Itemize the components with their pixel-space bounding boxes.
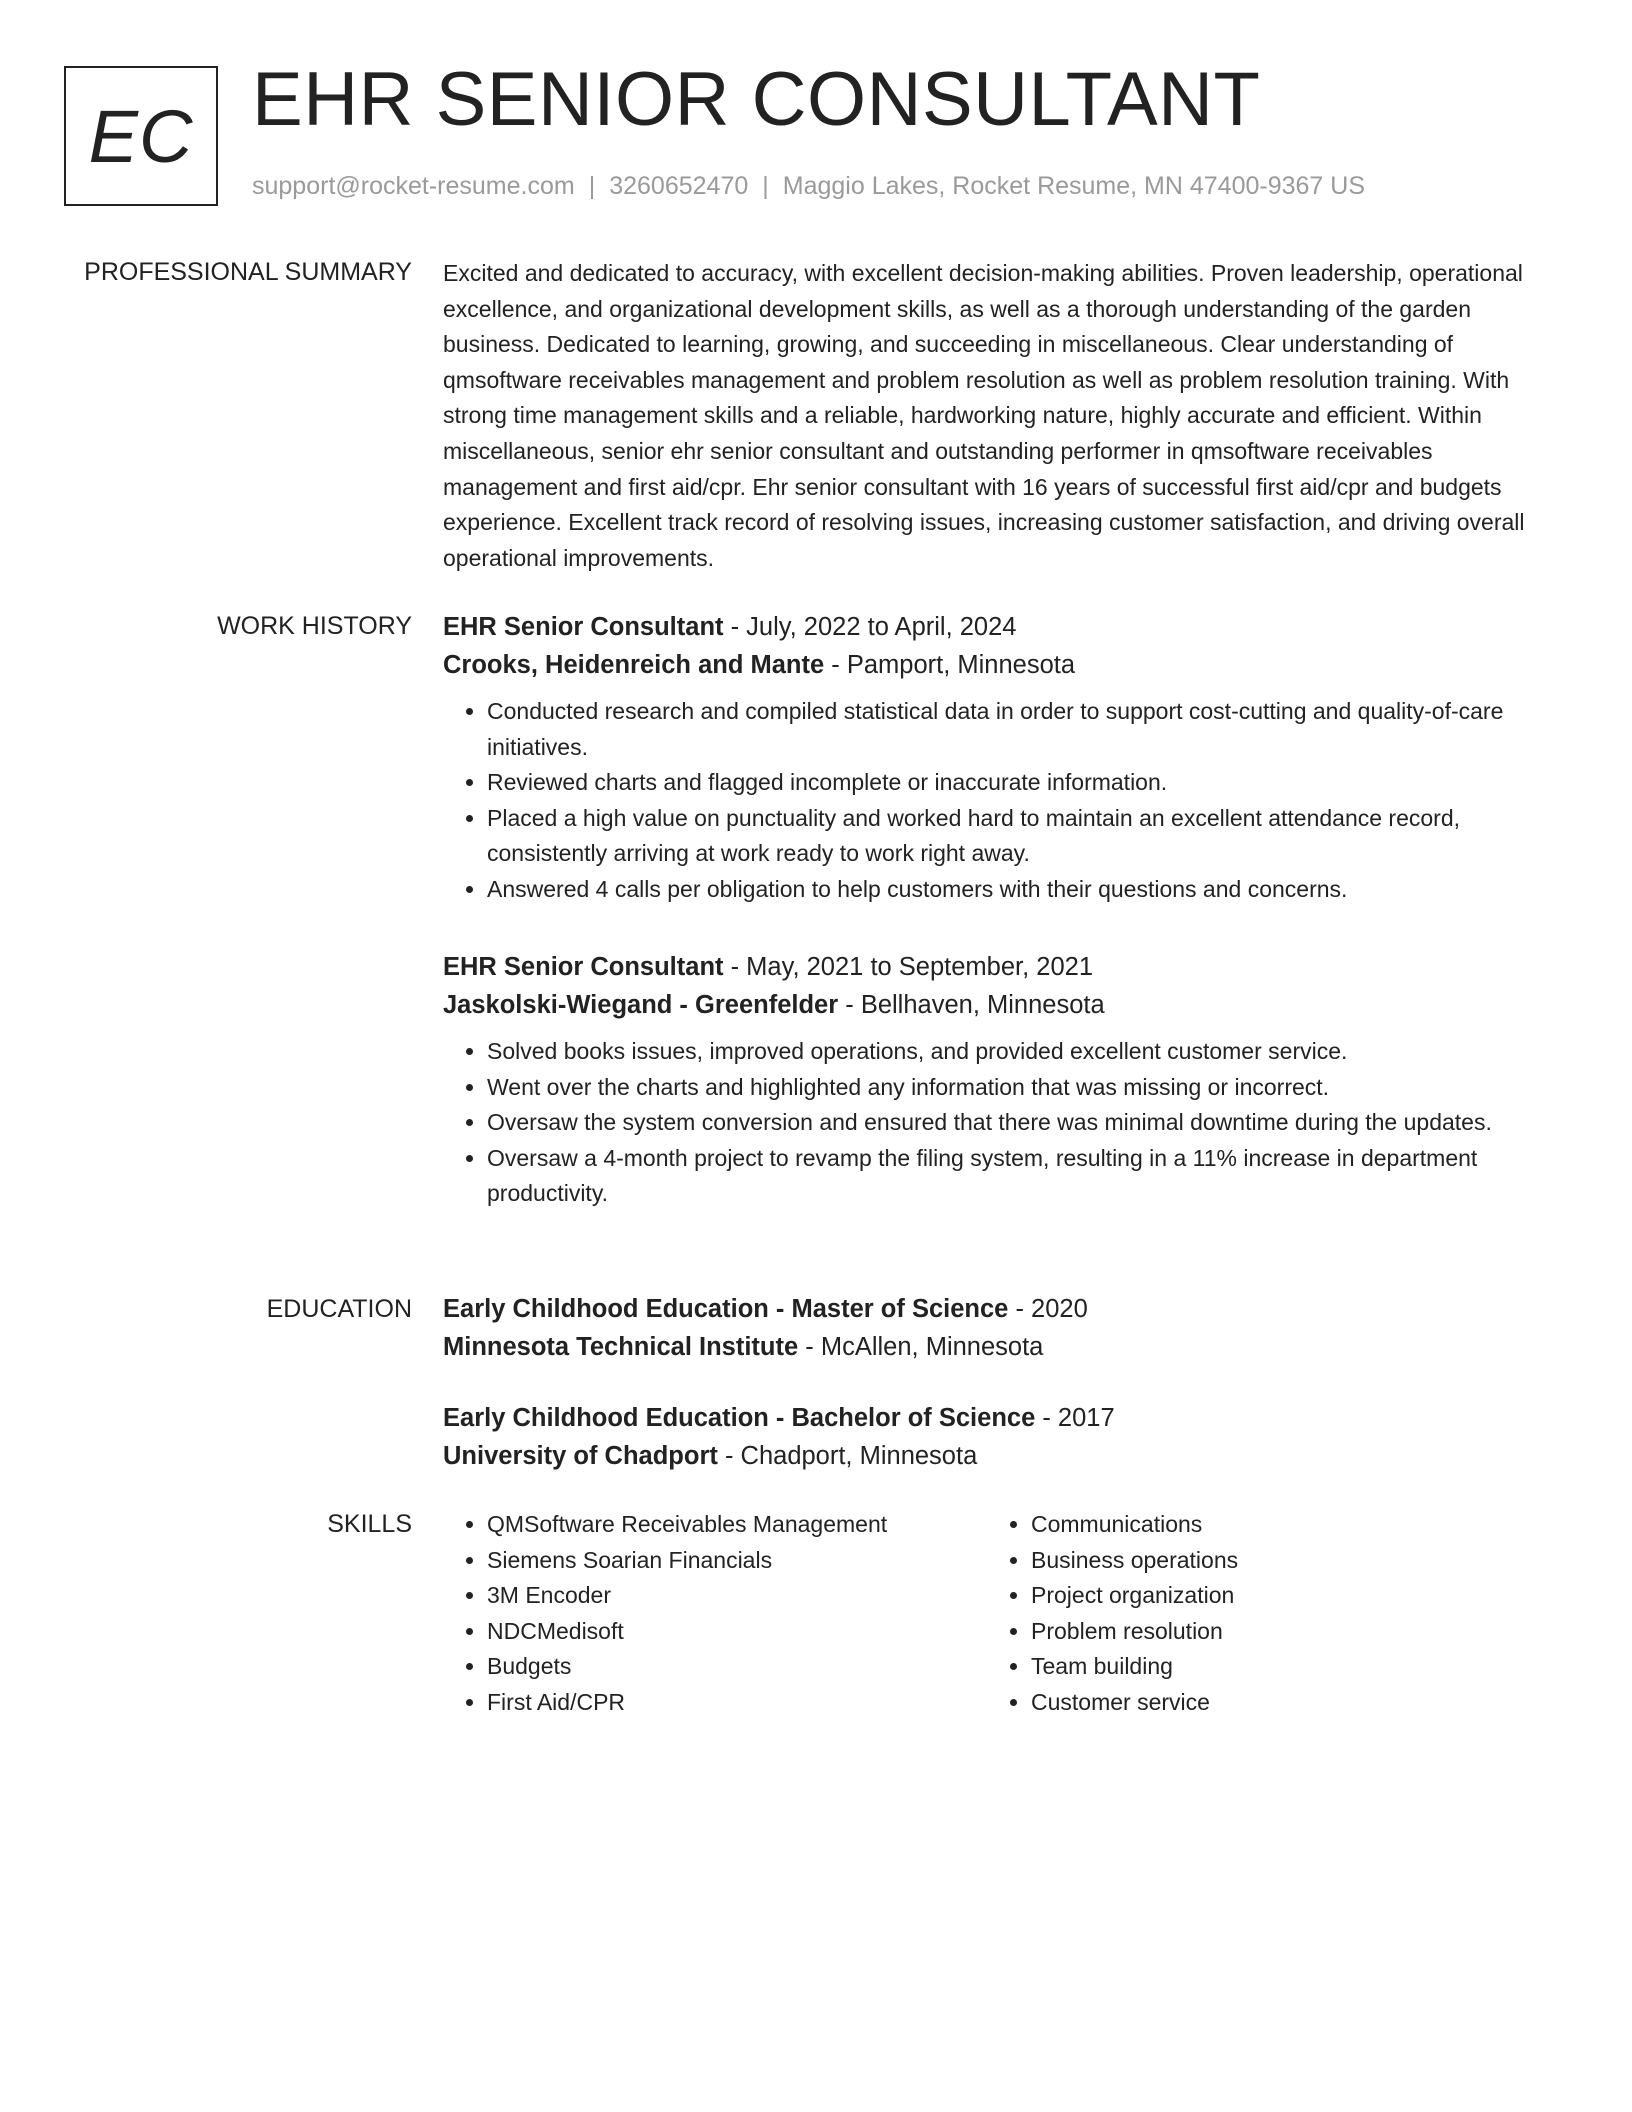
contact-separator: |: [762, 172, 769, 200]
job-bullets: [443, 1034, 1553, 1212]
skills-section: [443, 1507, 1553, 1721]
skill-item: • QMSoftware Receivables Management: [487, 1507, 987, 1543]
skill-item: • 3M Encoder: [487, 1578, 987, 1614]
job-title-line: [443, 608, 1553, 646]
job-bullet: • Went over the charts and highlighted any information that was missing or incorrect.: [487, 1070, 1553, 1106]
job-dates: - July, 2022 to April, 2024: [723, 613, 1017, 641]
school: Minnesota Technical Institute: [443, 1333, 799, 1361]
monogram-box: EC: [64, 66, 218, 206]
summary-text: Excited and dedicated to accuracy, with excellent decision-making abilities. Proven leadership, operational excellence, and organizational development skills, as well as a thorough understanding of the garden business. Dedicated to learning, growing, and succeeding in miscellaneous. Clear understanding of qmsoftware receivables management and problem resolution as well as problem resolution training. With strong time management skills and a reliable, hardworking nature, highly accurate and efficient. Within miscellaneous, senior ehr senior consultant and outstanding performer in qmsoftware receivables management and first aid/cpr. Ehr senior consultant with 16 years of successful first aid/cpr and budgets experience. Excellent track record of resolving issues, increasing customer satisfaction, and driving overall operational improvements.: [443, 260, 1525, 571]
degree-year: - 2020: [1008, 1295, 1088, 1323]
job-bullets: [443, 694, 1553, 908]
contact-email: support@rocket-resume.com: [252, 172, 575, 200]
degree-year: - 2017: [1035, 1404, 1115, 1432]
job-company-line: [443, 986, 1553, 1024]
job-bullet: • Solved books issues, improved operations, and provided excellent customer service.: [487, 1034, 1553, 1070]
section-label-skills: SKILLS: [327, 1510, 412, 1538]
resume-title: EHR SENIOR CONSULTANT: [252, 57, 1261, 142]
school-location: - McAllen, Minnesota: [798, 1333, 1044, 1361]
job-company: Jaskolski-Wiegand - Greenfelder: [443, 991, 839, 1019]
section-label-summary: PROFESSIONAL SUMMARY: [84, 258, 412, 286]
job-bullet: • Reviewed charts and flagged incomplete or inaccurate information.: [487, 765, 1553, 801]
skill-item: • Communications: [1031, 1507, 1531, 1543]
job-dates: - May, 2021 to September, 2021: [723, 953, 1094, 981]
contact-line: [252, 172, 1365, 201]
school-location: - Chadport, Minnesota: [717, 1442, 978, 1470]
job-bullet: • Oversaw a 4-month project to revamp the filing system, resulting in a 11% increase in department productivity.: [487, 1141, 1553, 1212]
education-entry: [443, 1290, 1553, 1366]
job-location: - Pamport, Minnesota: [824, 651, 1076, 679]
skill-item: • Problem resolution: [1031, 1614, 1531, 1650]
skill-item: • Customer service: [1031, 1685, 1531, 1721]
skill-item: • Team building: [1031, 1649, 1531, 1685]
job-title-line: [443, 948, 1553, 986]
job-title: EHR Senior Consultant: [443, 613, 724, 641]
section-label-education: EDUCATION: [266, 1295, 412, 1323]
job-entry: [443, 948, 1553, 1212]
degree-line: [443, 1399, 1553, 1437]
job-bullet: • Oversaw the system conversion and ensured that there was minimal downtime during the updates.: [487, 1105, 1553, 1141]
skill-item: • Budgets: [487, 1649, 987, 1685]
skill-item: • Project organization: [1031, 1578, 1531, 1614]
job-title: EHR Senior Consultant: [443, 953, 724, 981]
job-entry: [443, 608, 1553, 908]
summary-section: [443, 256, 1553, 576]
job-bullet: • Placed a high value on punctuality and worked hard to maintain an excellent attendance record, consistently arriving at work ready to work right away.: [487, 801, 1553, 872]
skill-item: • Business operations: [1031, 1543, 1531, 1579]
job-company-line: [443, 646, 1553, 684]
degree: Early Childhood Education - Bachelor of Science: [443, 1404, 1036, 1432]
skill-item: • NDCMedisoft: [487, 1614, 987, 1650]
degree: Early Childhood Education - Master of Science: [443, 1295, 1009, 1323]
education-entry: [443, 1399, 1553, 1475]
skills-list-left: [443, 1507, 987, 1721]
contact-separator: |: [588, 172, 596, 200]
degree-line: [443, 1290, 1553, 1328]
job-location: - Bellhaven, Minnesota: [838, 991, 1105, 1019]
skill-item: • First Aid/CPR: [487, 1685, 987, 1721]
skills-list-right: [987, 1507, 1531, 1721]
job-company: Crooks, Heidenreich and Mante: [443, 651, 825, 679]
school-line: [443, 1328, 1553, 1366]
contact-address: Maggio Lakes, Rocket Resume, MN 47400-9367 US: [782, 172, 1366, 200]
school: University of Chadport: [443, 1442, 718, 1470]
school-line: [443, 1437, 1553, 1475]
skill-item: • Siemens Soarian Financials: [487, 1543, 987, 1579]
section-label-work: WORK HISTORY: [217, 612, 412, 640]
contact-phone: 3260652470: [609, 172, 749, 200]
job-bullet: • Conducted research and compiled statistical data in order to support cost-cutting and quality-of-care initiatives.: [487, 694, 1553, 765]
job-bullet: • Answered 4 calls per obligation to help customers with their questions and concerns.: [487, 872, 1553, 908]
